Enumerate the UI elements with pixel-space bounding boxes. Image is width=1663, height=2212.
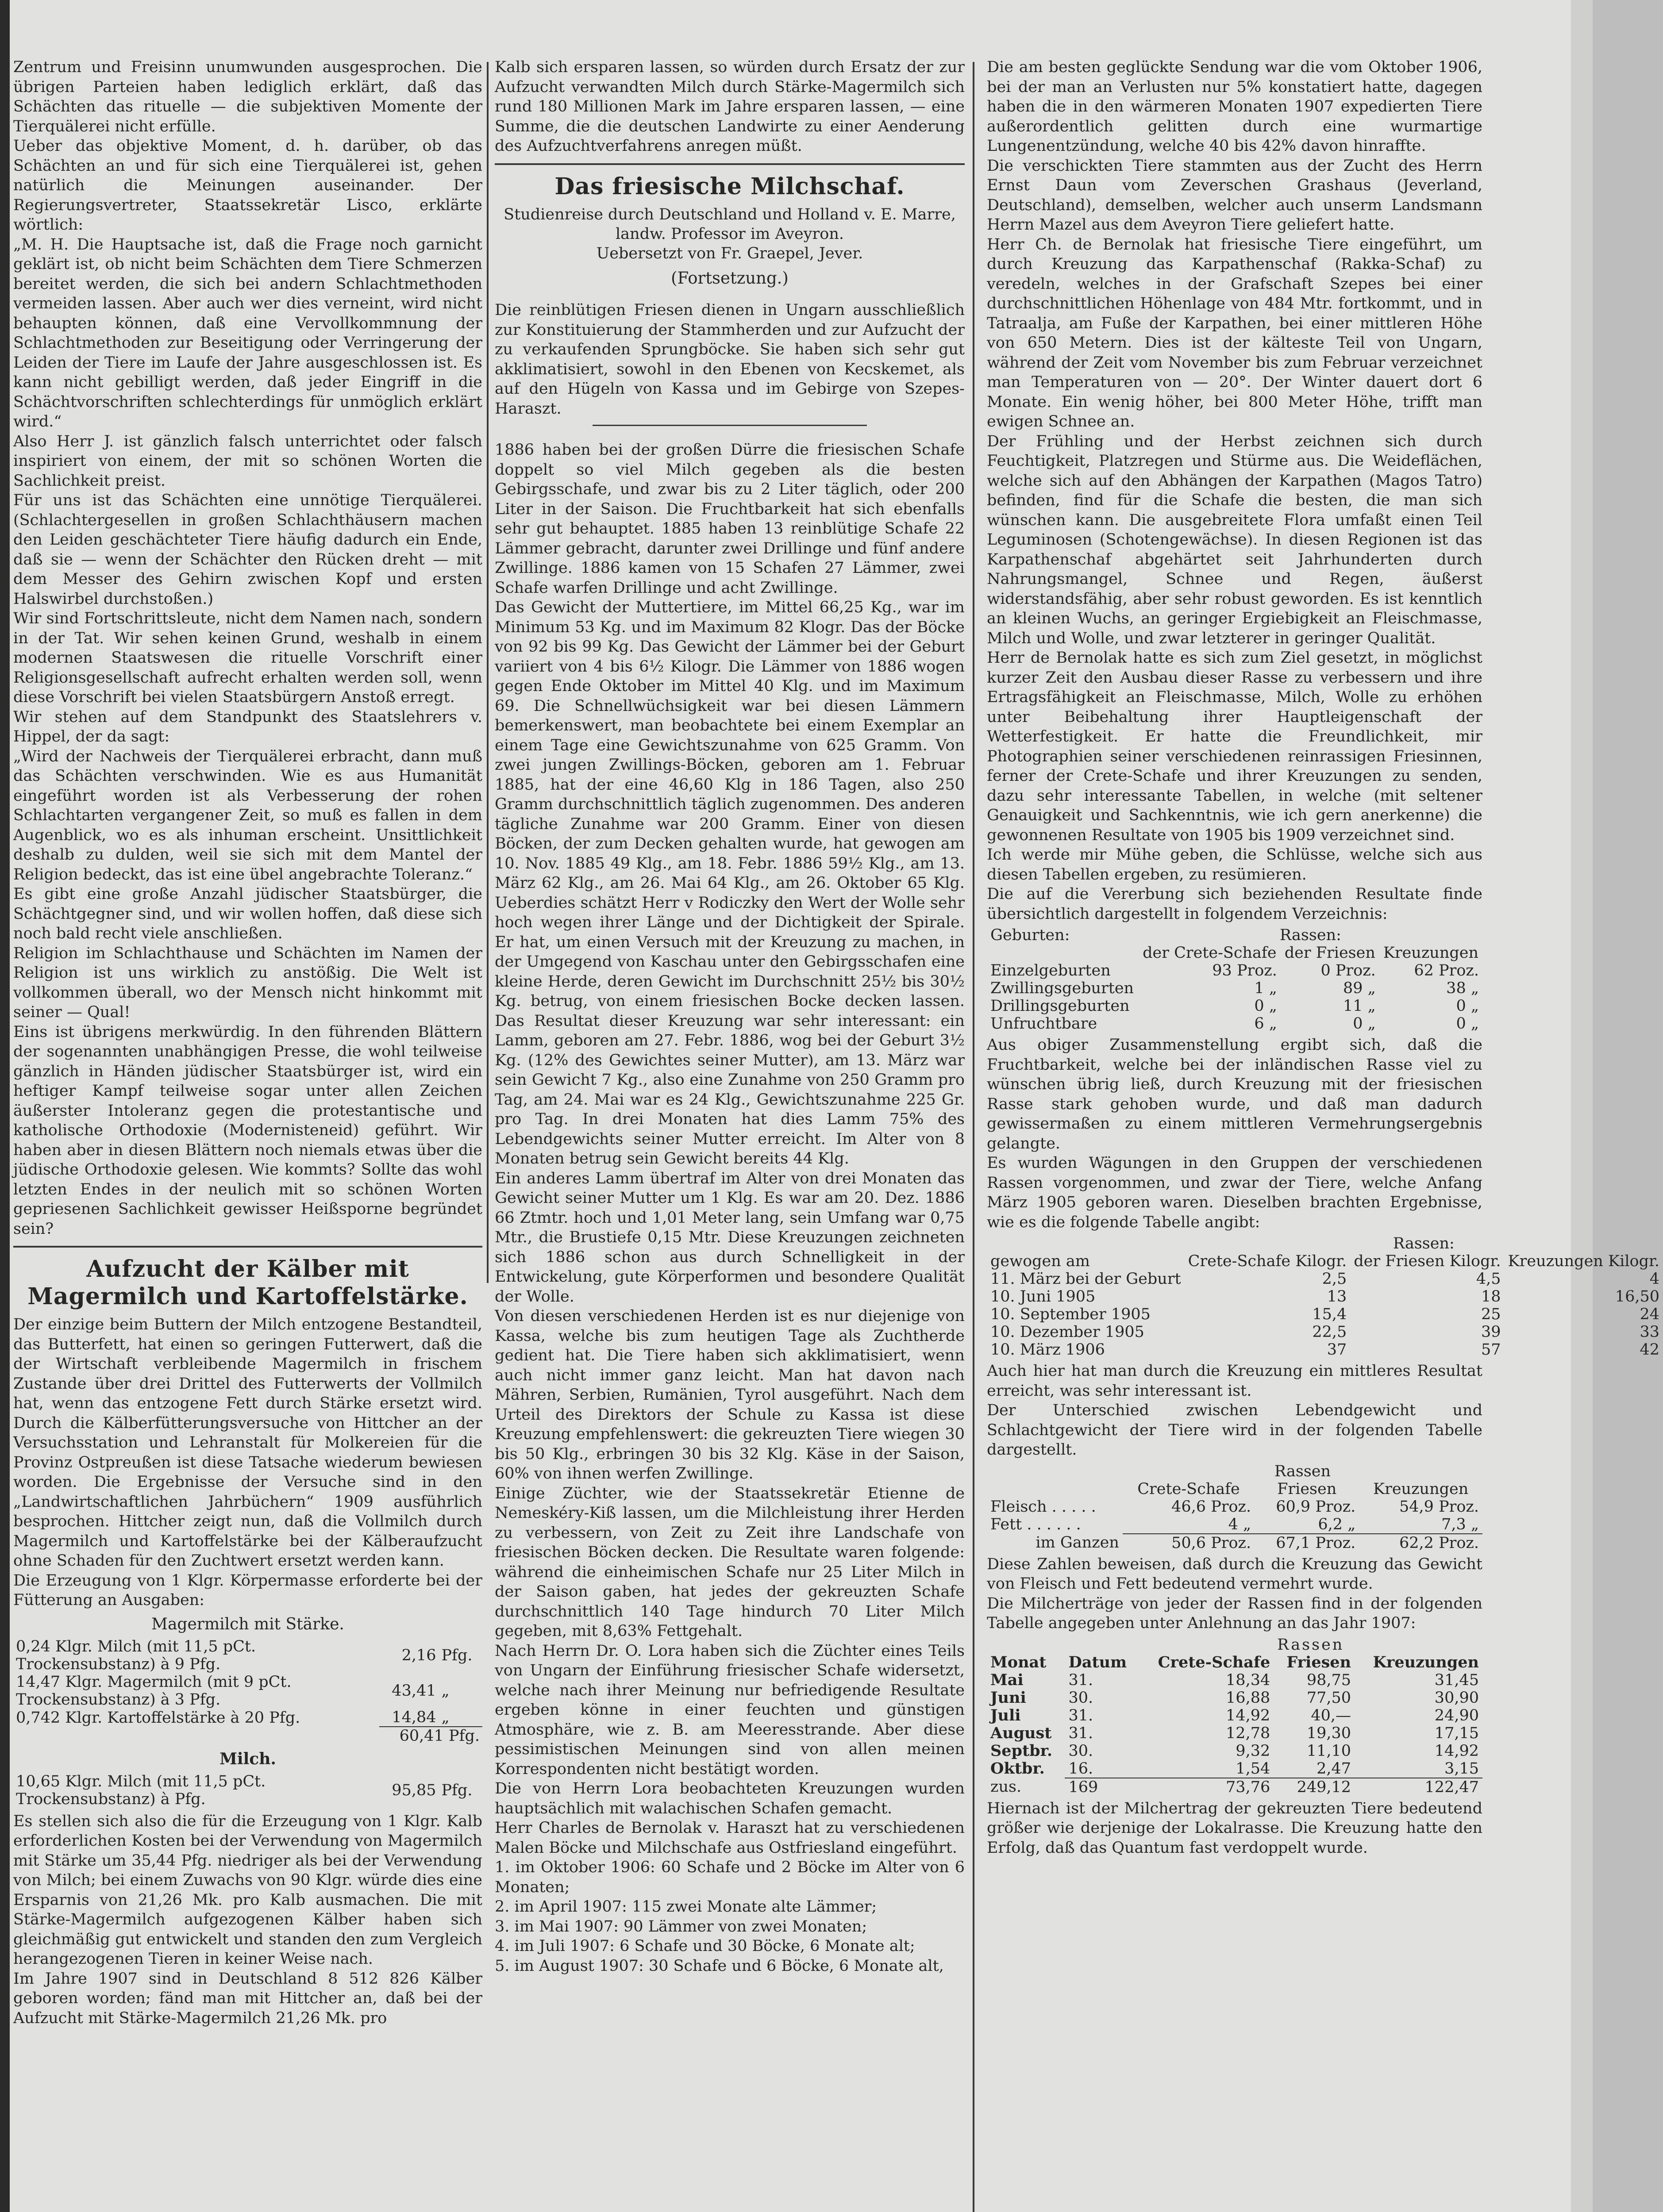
translator-line: Uebersetzt von Fr. Graepel, Jever. — [596, 244, 863, 262]
paragraph: Eins ist übrigens merkwürdig. In den führenden Blättern der sogenannten unabhängigen Presse, die wohl teilweise gänzlich in Händen jüdischer Staatsbürger ist, wird ein heftiger Kampf teilweise sogar unter allen Zeichen äußerster Intoleranz gegen die protestantische und katholische Orthodoxie (Modernisteneid) geführt. Wir haben aber in diesen Blättern noch niemals etwas über die jüdische Orthodoxie gelesen. Wie kommts? Sollte das wohl letzten Endes in der neulich mit so schönen Worten gepriesenen Sachlichkeit gewisser Heißsporne begründet sein? — [13, 1023, 482, 1238]
column-2 — [495, 58, 965, 1976]
quote: „M. H. Die Hauptsache ist, daß die Frage noch garnicht geklärt ist, ob nicht beim Schächten dem Tiere Schmerzen bereitet werden, die sich bei andern Schlachtmethoden vermeiden lassen. Aber auch wer dies verneint, wird nicht behaupten können, daß eine Vervollkommnung der Schlachtmethoden zur Beseitigung oder Verringerung der Leiden der Tiere im Laufe der Jahre ausgeschlossen ist. Es kann nicht gebilligt werden, daß jeder Eingriff in die Schächtvorschriften schlechterdings für unmöglich erklärt wird.“ — [13, 235, 482, 430]
table-caption: Magermilch mit Stärke. — [151, 1615, 344, 1633]
paragraph: Nach Herrn Dr. O. Lora haben sich die Züchter eines Teils von Ungarn der Einführung friesischer Schafe widersetzt, welche nach ihrer Meinung nur befriedigende Resultate ergeben könne in einer feuchten und günstigen Atmosphäre, wie z. B. am Meeresstrande. Aber diese pessimistischen Meinungen sind von allen meinen Korrespondenten nicht bestätigt worden. — [495, 1642, 965, 1778]
paragraph: Die verschickten Tiere stammten aus der Zucht des Herrn Ernst Daun vom Zeverschen Grashaus (Jeverland, Deutschland), demselben, welcher auch unserm Landsmann Herrn Mazel aus dem Aveyron Tiere geliefert hatte. — [987, 157, 1482, 234]
paragraph: Von diesen verschiedenen Herden ist es nur diejenige von Kassa, welche bis zum heutigen Tage als Zuchtherde gedient hat. Die Tiere haben sich akklimatisiert, wenn auch nicht immer ganz leicht. Man hat davon nach Mähren, Serbien, Rumänien, Tyrol ausgeführt. Nach dem Urteil des Direktors der Schule zu Kassa ist diese Kreuzung empfehlenswert: die gekreuzten Tiere wiegen 30 bis 50 Klg., erbringen 30 bis 32 Klg. Käse in der Saison, 60% von ihnen werfen Zwillinge. — [495, 1307, 965, 1482]
section-rule — [495, 163, 965, 165]
table-row: Unfruchtbare 6 „ 0 „ 0 „ — [990, 1015, 1479, 1033]
table-row: 11. März bei der Geburt 2,5 4,5 4 — [990, 1270, 1659, 1288]
quote: „Wird der Nachweis der Tierquälerei erbracht, dann muß das Schächten verschwinden. Wie es aus Humanität eingeführt worden ist als Verbesserung der rohen Schlachtarten vergangener Zeit, so muß es fallen in dem Augenblick, wo es als inhuman erscheint. Unsittlichkeit deshalb zu dulden, weil sie sich mit dem Mantel der Religion bedeckt, das ist eine übel angebrachte Toleranz.“ — [13, 747, 482, 883]
paragraph: Zentrum und Freisinn unumwunden ausgesprochen. Die übrigen Parteien haben lediglich erklärt, daß das Schächten das rituelle — die subjektiven Momente der Tierquälerei nicht erfülle. — [13, 58, 482, 135]
table-row: August 31. 12,78 19,30 17,15 — [990, 1724, 1479, 1742]
table-row: 10. Dezember 1905 22,5 39 33 — [990, 1323, 1659, 1341]
table-row: Juli 31. 14,92 40,— 24,90 — [990, 1706, 1479, 1724]
paragraph: Wir stehen auf dem Standpunkt des Staatslehrers v. Hippel, der da sagt: — [13, 708, 482, 745]
article-title-kaelber: Aufzucht der Kälber mit Magermilch und Kartoffelstärke. — [27, 1256, 468, 1310]
table-row: Drillingsgeburten 0 „ 11 „ 0 „ — [990, 997, 1479, 1015]
paragraph: Ein anderes Lamm übertraf im Alter von drei Monaten das Gewicht seiner Mutter um 1 Klg. Es war am 20. Dez. 1886 66 Ztmtr. hoch und 1,01 Meter lang, sein Umfang war 0,75 Mtr., die Brustiefe 0,15 Mtr. Diese Kreuzungen zeichneten sich 1886 schon aus durch Schnelligkeit in der Entwickelung, gute Körperformen und besondere Qualität der Wolle. — [495, 1169, 965, 1306]
table-header-row: Rassen — [1274, 1462, 1331, 1480]
paragraph: Kalb sich ersparen lassen, so würden durch Ersatz der zur Aufzucht verwandten Milch durch Stärke-Magermilch sich rund 180 Millionen Mark im Jahre ersparen lassen, — eine Summe, die die deutschen Landwirte zu einer Aenderung des Aufzuchtverfahrens anregen müßt. — [495, 58, 965, 155]
paragraph: Ueber das objektive Moment, d. h. darüber, ob das Schächten an und für sich eine Tierquälerei ist, gehen natürlich die Meinungen auseinander. Der Regierungsvertreter, Staatssekretär Lisco, erklärte wörtlich: — [13, 137, 482, 234]
article-title-milchschaf: Das friesische Milchschaf. — [554, 173, 905, 200]
paragraph: Herr de Bernolak hatte es sich zum Ziel gesetzt, in möglichst kurzer Zeit den Ausbau dieser Rasse zu verbessern und ihre Ertragsfähigkeit an Fleischmasse, Milch, Wolle zu erhöhen unter Beibehaltung ihrer Hauptleigenschaft der Wetterfestigkeit. Er hatte die Freundlichkeit, mir Photographien seiner verschiedenen reinrassigen Friesinnen, ferner der Crete-Schafe und ihrer Kreuzungen zu senden, dazu sehr interessante Tabellen, in welche (mit seltener Genauigkeit und Sachkenntnis, wie ich gern anerkenne) die gewonnenen Resultate von 1905 bis 1909 verzeichnet sind. — [987, 649, 1482, 844]
paragraph: Der Unterschied zwischen Lebendgewicht und Schlachtgewicht der Tiere wird in der folgenden Tabelle dargestellt. — [987, 1402, 1482, 1459]
paragraph: 1886 haben bei der großen Dürre die friesischen Schafe doppelt so viel Milch gegeben als die besten Gebirgsschafe, und zwar bis zu 2 Liter täglich, oder 200 Liter in der Saison. Die Fruchtbarkeit hat sich ebenfalls sehr gut behauptet. 1885 haben 13 reinblütige Schafe 22 Lämmer gebracht, darunter zwei Drillinge und fünf andere Zwillinge. 1886 kamen von 15 Schafen 27 Lämmer, zwei Schafe warfen Drillinge und acht Zwillinge. — [495, 441, 965, 597]
milk-yield-table — [987, 1636, 1482, 1796]
paragraph: Die von Herrn Lora beobachteten Kreuzungen wurden hauptsächlich mit walachischen Schafen gemacht. — [495, 1780, 965, 1817]
weights-table — [987, 1235, 1663, 1359]
table-row: 10. März 1906 37 57 42 — [990, 1341, 1659, 1359]
paragraph: Es stellen sich also die für die Erzeugung von 1 Klgr. Kalb erforderlichen Kosten bei der Verwendung von Magermilch mit Stärke um 35,44 Pfg. niedriger als bei der Verwendung von Milch; bei einem Zuwachs von 90 Klgr. würde dies eine Ersparnis von 21,26 Mk. pro Kalb ausmachen. Die mit Stärke-Magermilch aufgezogenen Kälber haben sich gleichmäßig gut entwickelt und standen den zum Vergleich herangezogenen Tieren in keiner Weise nach. — [13, 1812, 482, 1968]
table-header-row: Crete-Schafe Friesen Kreuzungen — [1137, 1480, 1469, 1498]
paragraph: Der Frühling und der Herbst zeichnen sich durch Feuchtigkeit, Platzregen und Stürme aus. Die Weideflächen, welche sich auf den Abhängen der Karpathen (Magos Tatro) befinden, find für die Schafe die besten, die man sich wünschen kann. Die ausgebreitete Flora umfaßt einen Teil Leguminosen (Schotengewächse). In diesen Regionen ist das Karpathenschaf abgehärtet seit Jahrhunderten durch Nahrungsmangel, Schnee und Regen, äußerst widerstandsfähig, aber sehr robust geworden. Es ist kenntlich an kleinen Wuchs, an geringer Ergiebigkeit an Fleischmasse, Milch und Wolle, und zwar letzterer in geringer Qualität. — [987, 432, 1482, 647]
divider — [593, 425, 867, 426]
cost-table-magermilch — [13, 1638, 482, 1745]
paragraph: Die reinblütigen Friesen dienen in Ungarn ausschließlich zur Konstituierung der Stammherden und zur Aufzucht der zu verkaufenden Sprungböcke. Sie haben sich sehr gut akklimatisiert, sowohl in den Ebenen von Kecskemet, als auf den Hügeln von Kassa und im Gebirge von Szepes-Haraszt. — [495, 301, 965, 418]
table-row: Juni 30. 16,88 77,50 30,90 — [990, 1688, 1479, 1707]
table-row: Fleisch . . . . . 46,6 Proz. 60,9 Proz. 54,9 Proz. — [990, 1498, 1479, 1516]
article-subtitle: Studienreise durch Deutschland und Holland v. E. Marre, landw. Professor im Aveyron. — [504, 205, 956, 243]
list-item: 1. im Oktober 1906: 60 Schafe und 2 Böcke im Alter von 6 Monaten; — [495, 1859, 965, 1896]
paragraph: Aus obiger Zusammenstellung ergibt sich, daß die Fruchtbarkeit, welche bei der inländischen Rasse viel zu wünschen übrig ließ, durch Kreuzung mit der friesischen Rasse stark gehoben wurde, und daß man dadurch gewissermaßen zu einem mittleren Vermehrungsergebnis gelangte. — [987, 1036, 1482, 1152]
column-1 — [13, 58, 482, 2028]
column-3 — [987, 58, 1659, 1858]
column-rule — [973, 62, 974, 2212]
paragraph: Religion im Schlachthause und Schächten im Namen der Religion ist uns wirklich zu anstößig. Die Welt ist vollkommen überall, wo der Mensch nicht hinkommt mit seiner — Qual! — [13, 944, 482, 1021]
paragraph: Herr Charles de Bernolak v. Haraszt hat zu verschiedenen Malen Böcke und Milchschafe aus Ostfriesland eingeführt. — [495, 1819, 965, 1857]
paragraph: Hiernach ist der Milchertrag der gekreuzten Tiere bedeutend größer wie derjenige der Lokalrasse. Die Kreuzung hatte den Erfolg, daß das Quantum fast verdoppelt wurde. — [987, 1799, 1482, 1857]
paragraph: Ich werde mir Mühe geben, die Schlüsse, welche sich aus diesen Tabellen ergeben, zu resümieren. — [987, 846, 1482, 883]
table-total-row: im Ganzen 50,6 Proz. 67,1 Proz. 62,2 Proz. — [987, 1534, 1482, 1552]
table-header-row: gewogen am Crete-Schafe Kilogr. der Friesen Kilogr. Kreuzungen Kilogr. — [990, 1252, 1659, 1270]
paragraph: Die Milcherträge von jeder der Rassen find in der folgenden Tabelle angegeben unter Anlehnung an das Jahr 1907: — [987, 1594, 1482, 1632]
table-header-row: Rassen: — [1393, 1235, 1455, 1252]
paragraph: Also Herr J. ist gänzlich falsch unterrichtet oder falsch inspiriert von einem, der mit so schönen Worten die Sachlichkeit preist. — [13, 432, 482, 490]
paragraph: Der einzige beim Buttern der Milch entzogene Bestandteil, das Butterfett, hat einen so geringen Futterwert, daß die der Wirtschaft verbleibende Magermilch in frischem Zustande über drei Drittel des Futterwerts der Vollmilch hat, wenn das entzogene Fett durch Stärke ersetzt wird. Durch die Kälberfütterungsversuche von Hittcher an der Versuchsstation und Lehranstalt für Molkereien für die Provinz Ostpreußen ist diese Tatsache wiederum bewiesen worden. Die Ergebnisse der Versuche sind in den „Landwirtschaftlichen Jahrbüchern“ 1909 ausführlich besprochen. Hittcher zeigt nun, daß die Vollmilch durch Magermilch und Kartoffelstärke bei der Kälberaufzucht ohne Schaden für den Zuchtwert ersetzt werden kann. — [13, 1316, 482, 1570]
paragraph: Für uns ist das Schächten eine unnötige Tierquälerei. (Schlachtergesellen in großen Schlachthäusern machen den Leiden geschächteter Tiere häufig dadurch ein Ende, daß sie — wenn der Schächter den Rücken dreht — mit dem Messer des Gehirn zwischen Kopf und ersten Halswirbel durchstoßen.) — [13, 492, 482, 608]
continuation-note: (Fortsetzung.) — [671, 268, 789, 288]
list-item: 4. im Juli 1907: 6 Schafe und 30 Böcke, 6 Monate alt; — [495, 1937, 915, 1955]
table-row: Zwillingsgeburten 1 „ 89 „ 38 „ — [990, 979, 1479, 997]
table-row: 10,65 Klgr. Milch (mit 11,5 pCt. Trockensubstanz) à Pfg. 95,85 Pfg. — [16, 1772, 473, 1808]
list-item: 2. im April 1907: 115 zwei Monate alte Lämmer; — [495, 1898, 877, 1916]
paragraph: Es wurden Wägungen in den Gruppen der verschiedenen Rassen vorgenommen, und zwar der Tiere, welche Anfang März 1905 geboren waren. Dieselben brachten Ergebnisse, wie es die folgende Tabelle angibt: — [987, 1154, 1482, 1231]
paragraph: Das Gewicht der Muttertiere, im Mittel 66,25 Kg., war im Minimum 53 Kg. und im Maximum 82 Klogr. Das der Böcke von 92 bis 99 Kg. Das Gewicht der Lämmer bei der Geburt variiert von 4 bis 6½ Kilogr. Die Lämmer von 1886 wogen gegen Ende Oktober im Mittel 40 Klg. und im Maximum 69. Die Schnellwüchsigkeit war bei diesen Lämmern bemerkenswert, man beobachtete bei einem Exemplar an einem Tage eine Gewichtszunahme von 625 Gramm. Von zwei jungen Zwillings-Böcken, geboren am 1. Februar 1885, hat der eine 46,60 Klg in 186 Tagen, also 250 Gramm durchschnittlich täglich zugenommen. Des anderen tägliche Zunahme war 200 Gramm. Einer von diesen Böcken, der zum Decken gehalten wurde, hat gewogen am 10. Nov. 1885 49 Klg., am 18. Febr. 1886 59½ Klg., am 13. März 62 Klg., am 26. Mai 64 Klg., am 26. Oktober 65 Klg. Ueberdies schätzt Herr v Rodiczky den Wert der Wolle sehr hoch wegen ihrer Länge und der Dichtigkeit der Spirale. Er hat, um einen Versuch mit der Kreuzung zu machen, in der Umgegend von Kaschau unter den Gebirgsschafen eine kleine Herde, deren Gewicht im Durchschnitt 25½ bis 30½ Kg. betrug, von einem friesischen Bocke decken lassen. Das Resultat dieser Kreuzung war sehr interessant: ein Lamm, geboren am 27. Febr. 1886, wog bei der Geburt 3½ Kg. (12% des Gewichtes seiner Mutter), am 13. März war sein Gewicht 7 Kg., also eine Zunahme von 250 Gramm pro Tag, am 24. Mai war es 24 Klg., Gewichtszunahme 225 Gr. pro Tag. In drei Monaten hat dies Lamm 75% des Lebendgewichts seiner Mutter erreicht. Im Alter von 8 Monaten betrug sein Gewicht bereits 44 Klg. — [495, 599, 965, 1167]
paragraph: Herr Ch. de Bernolak hat friesische Tiere eingeführt, um durch Kreuzung das Karpathenschaf (Rakka-Schaf) zu veredeln, welches in der Grafschaft Szepes bei einer durchschnittlichen Höhenlage von 484 Mtr. fortkommt, und in Tatraalja, am Fuße der Karpathen, bei einer mittleren Höhe von 650 Metern. Dies ist der kälteste Teil von Ungarn, während der Zeit vom November bis zum Februar verzeichnet man Temperaturen von — 20°. Der Winter dauert dort 6 Monate. Ein wenig höher, bei 800 Meter Höhe, trifft man ewigen Schnee an. — [987, 235, 1482, 430]
table-row: 0,24 Klgr. Milch (mit 11,5 pCt. Trockensubstanz) à 9 Pfg. 2,16 Pfg. — [16, 1638, 473, 1673]
page-margin — [1571, 0, 1593, 2212]
list-item: 5. im August 1907: 30 Schafe und 6 Böcke, 6 Monate alt, — [495, 1957, 944, 1975]
table-header-row: der Crete-Schafe der Friesen Kreuzungen — [1143, 944, 1479, 962]
paragraph: Einige Züchter, wie der Staatssekretär Etienne de Nemeskéry-Kiß lassen, um die Milchleistung ihrer Herden zu verbessern, von Zeit zu Zeit ihre Landschafe von friesischen Böcken decken. Die Resultate waren folgende: während die einheimischen Schafe nur 25 Liter Milch in der Saison gaben, hat jedes der gekreuzten Schafe durchschnittlich 140 Tage hindurch 70 Liter Milch gegeben, mit 8,63% Fettgehalt. — [495, 1484, 965, 1640]
paragraph: Die Erzeugung von 1 Klgr. Körpermasse erforderte bei der Fütterung an Ausgaben: — [13, 1571, 482, 1609]
table-row: 10. Juni 1905 13 18 16,50 — [990, 1288, 1659, 1306]
table-row: Septbr. 30. 9,32 11,10 14,92 — [990, 1741, 1479, 1760]
paragraph: Im Jahre 1907 sind in Deutschland 8 512 826 Kälber geboren worden; fänd man mit Hittcher an, daß bei der Aufzucht mit Stärke-Magermilch 21,26 Mk. pro — [13, 1970, 482, 2027]
table-row: 14,47 Klgr. Magermilch (mit 9 pCt. Trockensubstanz) à 3 Pfg. 43,41 „ — [16, 1673, 450, 1709]
page-edge — [0, 0, 10, 2212]
table-row: 0,742 Klgr. Kartoffelstärke à 20 Pfg. 14,84 „ — [16, 1709, 450, 1727]
paragraph: Die am besten geglückte Sendung war die vom Oktober 1906, bei der man an Verlusten nur 5% konstatiert hatte, dagegen haben die in den wärmeren Monaten 1907 expedierten Tiere außerordentlich gelitten durch eine wurmartige Lungenentzündung, welche 40 bis 42% davon hinraffte. — [987, 58, 1482, 155]
table-row: Oktbr. 16. 1,54 2,47 3,15 — [990, 1759, 1479, 1778]
paragraph: Wir sind Fortschrittsleute, nicht dem Namen nach, sondern in der Tat. Wir sehen keinen Grund, weshalb in einem modernen Staatswesen die rituelle Vorschrift einer Religionsgesellschaft aufrecht erhalten werden soll, wenn diese Vorschrift bei vielen Staatsbürgern Anstoß erregt. — [13, 610, 482, 706]
table-row: Mai 31. 18,34 98,75 31,45 — [990, 1671, 1479, 1689]
table-total-row: zus. 169 73,76 249,12 122,47 — [987, 1778, 1482, 1796]
cost-table-milch — [13, 1773, 482, 1808]
table-header-row: Geburten: Rassen: — [990, 926, 1341, 944]
carcass-table — [987, 1463, 1482, 1552]
paragraph: Diese Zahlen beweisen, daß durch die Kreuzung das Gewicht von Fleisch und Fett bedeutend vermehrt wurde. — [987, 1555, 1482, 1593]
table-row: 10. September 1905 15,4 25 24 — [990, 1306, 1659, 1323]
table-row: Fett . . . . . . 4 „ 6,2 „ 7,3 „ — [990, 1515, 1479, 1533]
table-caption: Milch. — [219, 1750, 276, 1768]
paragraph: Die auf die Vererbung sich beziehenden Resultate finde übersichtlich dargestellt in folgendem Verzeichnis: — [987, 885, 1482, 923]
paragraph: Es gibt eine große Anzahl jüdischer Staatsbürger, die Schächtgegner sind, und wir wollen hoffen, daß diese sich noch bald recht viele anschließen. — [13, 885, 482, 942]
paragraph: Auch hier hat man durch die Kreuzung ein mittleres Resultat erreicht, was sehr interessant ist. — [987, 1362, 1482, 1400]
table-header-row: Rassen — [1277, 1636, 1344, 1654]
births-table — [987, 926, 1482, 1033]
column-rule — [487, 62, 489, 1283]
list-item: 3. im Mai 1907: 90 Lämmer von zwei Monaten; — [495, 1917, 867, 1936]
table-header-row: Monat Datum Crete-Schafe Friesen Kreuzungen — [990, 1653, 1479, 1671]
table-row: Einzelgeburten 93 Proz. 0 Proz. 62 Proz. — [990, 962, 1479, 979]
table-total-row: 60,41 Pfg. — [13, 1727, 482, 1745]
section-rule — [13, 1246, 482, 1248]
